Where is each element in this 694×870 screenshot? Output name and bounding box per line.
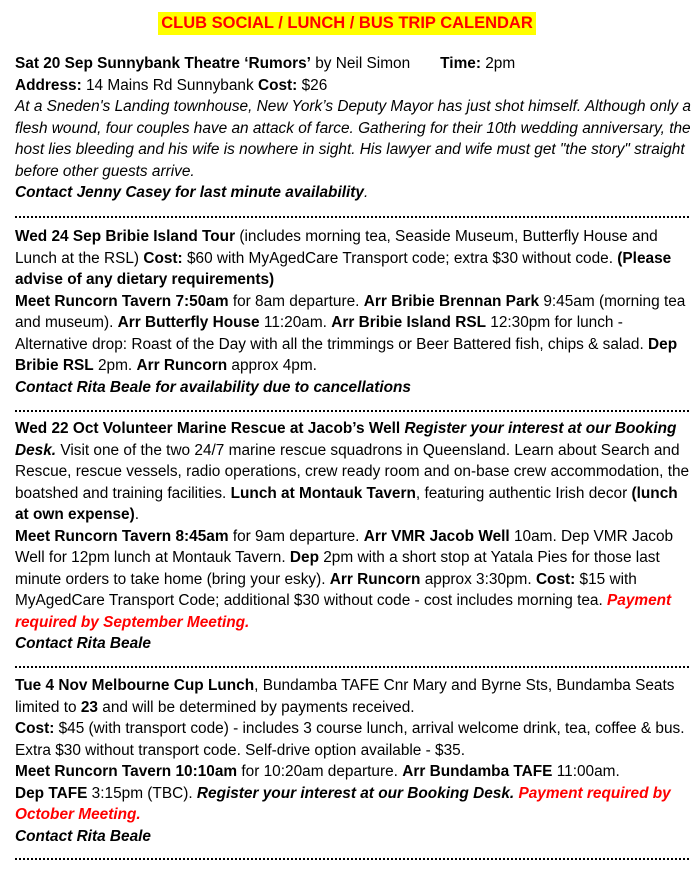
dotted-separator: [15, 666, 689, 668]
stop-label: Arr Bribie Island RSL: [331, 314, 487, 331]
register-note: Register your interest at our Booking Desk.: [15, 420, 677, 459]
itinerary-text: approx 4pm.: [227, 357, 317, 374]
event-address-line: [15, 75, 691, 97]
meet-point: Meet Runcorn Tavern 10:10am: [15, 763, 238, 780]
itinerary-text: 11:00am.: [552, 763, 620, 780]
event-contact: Contact Rita Beale: [15, 635, 151, 652]
itinerary-text: 3:15pm (TBC).: [87, 784, 197, 802]
event-melbourne-cup: [15, 675, 691, 847]
event-marine-rescue: [15, 418, 691, 655]
event-author: by Neil Simon: [310, 55, 411, 72]
cost-value: $60 with MyAgedCare Transport code; extra $30 without code.: [182, 249, 618, 267]
dotted-separator: [15, 216, 689, 218]
cost-label: Cost:: [143, 249, 183, 267]
event-itinerary: [15, 291, 691, 377]
meet-point: Meet Runcorn Tavern 8:45am: [15, 527, 229, 545]
event-description: Visit one of the two 24/7 marine rescue squadrons in Queensland. Learn about Search and Rescue, rescue vessels, radio operations, crew ready room and on-base crew accommodation, the boatshed and training facilities.: [15, 441, 690, 502]
event-contact-line: [15, 182, 691, 204]
address-label: Address:: [15, 76, 82, 94]
payment-deadline: Payment required by September Meeting.: [15, 592, 672, 631]
contact-period: .: [363, 184, 369, 201]
stop-label: Arr Butterfly House: [117, 314, 260, 331]
itinerary-text: 2pm with a short stop at Yatala Pies for those last minute orders to take home (bring your esky).: [15, 549, 660, 588]
cost-value: $26: [297, 76, 328, 94]
itinerary-text: for 10:20am departure.: [237, 763, 403, 780]
stop-label: Dep TAFE: [15, 784, 88, 802]
time-value: 2pm: [480, 55, 516, 72]
cost-value: $45 (with transport code) - includes 3 course lunch, arrival welcome drink, tea, coffee & bus. Extra $30 without transport code. Self-drive option available - $35.: [15, 720, 685, 759]
event-dep-line: [15, 783, 691, 826]
address-value: 14 Mains Rd Sunnybank: [81, 76, 258, 94]
event-title: Wed 24 Sep Bribie Island Tour: [15, 228, 236, 245]
event-cost-line: [15, 718, 691, 761]
dotted-separator: [15, 410, 689, 412]
event-bribie-island: [15, 226, 691, 398]
lunch-note: (lunch at own expense): [15, 484, 678, 523]
event-heading: [15, 53, 691, 75]
stop-label: Arr Bribie Brennan Park: [363, 292, 540, 310]
itinerary-text: 9:45am (morning tea and museum).: [15, 292, 686, 331]
event-body: [15, 226, 691, 291]
itinerary-text: 12:30pm for lunch - Alternative drop: Roast of the Day with all the trimmings or Beer Battered fish, chips & salad.: [15, 314, 649, 353]
itinerary-text: for 9am departure.: [228, 527, 364, 545]
event-body: [15, 418, 691, 526]
time-label: Time:: [440, 55, 481, 72]
event-title: Wed 22 Oct Volunteer Marine Rescue at Jacob’s Well: [15, 420, 401, 437]
itinerary-text: for 8am departure.: [228, 292, 364, 310]
event-contact: Contact Jenny Casey for last minute availability: [15, 184, 364, 201]
event-contact: Contact Rita Beale for availability due to cancellations: [15, 378, 411, 396]
cost-label: Cost:: [15, 720, 55, 737]
cost-label: Cost:: [535, 570, 576, 588]
stop-label: Dep Bribie RSL: [15, 335, 678, 374]
cost-value: $15 with MyAgedCare Transport Code; additional $30 without code - cost includes morning tea.: [15, 570, 637, 609]
event-body: [15, 675, 691, 718]
itinerary-text: approx 3:30pm.: [420, 570, 536, 588]
punctuation: .: [134, 506, 140, 523]
event-venue: , Bundamba TAFE Cnr Mary and Byrne Sts, Bundamba Seats limited to: [15, 677, 675, 716]
payment-deadline: Payment required by October Meeting.: [15, 784, 671, 823]
stop-label: Dep: [289, 549, 319, 566]
event-includes: (includes morning tea, Seaside Museum, Butterfly House and Lunch at the RSL): [15, 228, 658, 267]
event-itinerary: [15, 526, 691, 634]
event-contact: Contact Rita Beale: [15, 827, 151, 845]
page-title: CLUB SOCIAL / LUNCH / BUS TRIP CALENDAR: [158, 12, 536, 35]
event-sunnybank-theatre: [15, 53, 691, 204]
dietary-note: (Please advise of any dietary requirements): [15, 249, 672, 288]
title-bar: [0, 0, 694, 40]
event-title: Tue 4 Nov Melbourne Cup Lunch: [15, 677, 255, 694]
event-description: , featuring authentic Irish decor: [415, 484, 632, 502]
stop-label: Arr Bundamba TAFE: [402, 763, 553, 780]
lunch-venue: Lunch at Montauk Tavern: [230, 484, 416, 502]
stop-label: Arr VMR Jacob Well: [363, 527, 510, 545]
stop-label: Arr Runcorn: [136, 357, 228, 374]
stop-label: Arr Runcorn: [329, 570, 421, 588]
event-itinerary: [15, 761, 691, 783]
cost-label: Cost:: [257, 76, 298, 94]
itinerary-text: 11:20am.: [259, 314, 332, 331]
register-note: Register your interest at our Booking Desk.: [196, 784, 515, 802]
dotted-separator: [15, 858, 689, 860]
itinerary-text: 2pm.: [93, 357, 137, 374]
meet-point: Meet Runcorn Tavern 7:50am: [15, 292, 229, 310]
seat-limit: 23: [80, 698, 98, 716]
itinerary-text: 10am. Dep VMR Jacob Well for 12pm lunch at Montauk Tavern.: [15, 527, 674, 566]
event-venue-rest: and will be determined by payments received.: [98, 698, 415, 716]
event-description: At a Sneden's Landing townhouse, New York’s Deputy Mayor has just shot himself. Although only a flesh wound, four couples have an attack of farce. Gathering for their 10th wedding anniversary, the host lies bleeding and his wife is nowhere in sight. His lawyer and wife must get "the story" straight before other guests arrive.: [15, 98, 691, 180]
event-title: Sat 20 Sep Sunnybank Theatre ‘Rumors’: [15, 55, 311, 72]
